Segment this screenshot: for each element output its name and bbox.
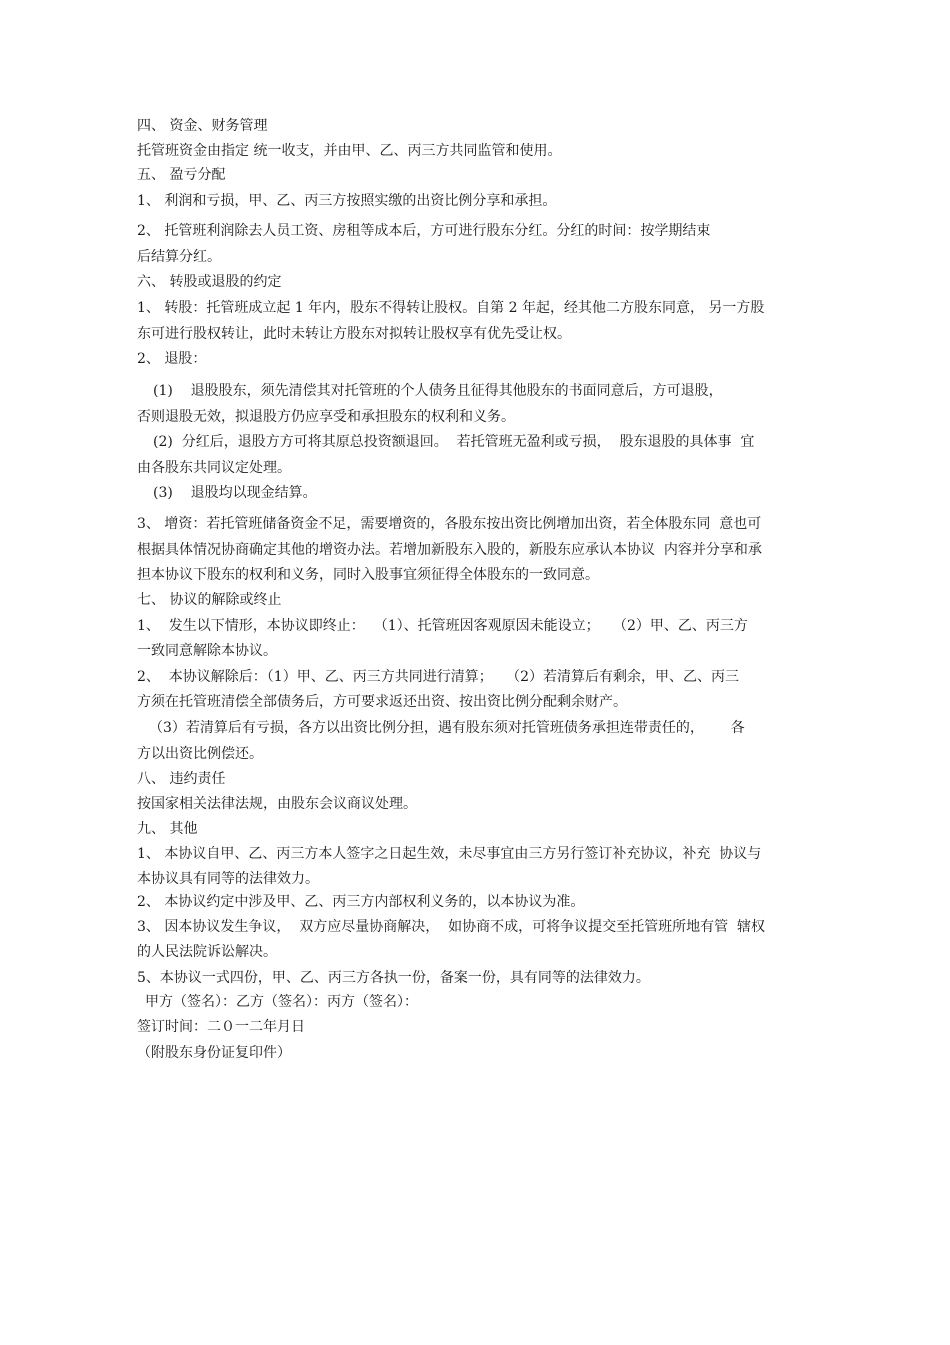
section-9-heading: 九、 其他 xyxy=(137,821,198,837)
paragraph-line: 根据具体情况协商确定其他的增资办法。若增加新股东入股的，新股东应承认本协议 内容并分享和承 xyxy=(137,542,762,558)
attachment-note: （附股东身份证复印件） xyxy=(137,1045,291,1061)
paragraph-line: 后结算分红。 xyxy=(137,249,221,265)
paragraph-line: 2、 本协议解除后：（1）甲、乙、丙三方共同进行清算； （2）若清算后有剩余，甲、乙、丙三 xyxy=(137,669,739,685)
paragraph-line: 2、 托管班利润除去人员工资、房租等成本后，方可进行股东分红。分红的时间：按学期结束 xyxy=(137,223,711,239)
paragraph-line: 方以出资比例偿还。 xyxy=(137,746,263,762)
paragraph-line: （3）若清算后有亏损，各方以出资比例分担，遇有股东须对托管班债务承担连带责任的， 各 xyxy=(149,720,745,736)
paragraph-line: 1、 发生以下情形，本协议即终止： （1）、托管班因客观原因未能设立； （2）甲、乙、丙三方 xyxy=(137,618,748,634)
section-4-heading: 四、 资金、财务管理 xyxy=(137,118,268,134)
signature-line: 甲方（签名）：乙方（签名）：丙方（签名）： xyxy=(145,994,418,1010)
paragraph-line: (1) 退股股东，须先清偿其对托管班的个人债务且征得其他股东的书面同意后，方可退股， xyxy=(153,383,723,399)
paragraph-line: 托管班资金由指定 统一收支，并由甲、乙、丙三方共同监管和使用。 xyxy=(137,143,562,159)
paragraph-line: 的人民法院诉讼解决。 xyxy=(137,944,277,960)
paragraph-line: (2) 分红后，退股方方可将其原总投资额退回。 若托管班无盈利或亏损， 股东退股的具体事 宜 xyxy=(153,434,755,450)
paragraph-line: 否则退股无效，拟退股方仍应享受和承担股东的权利和义务。 xyxy=(137,409,515,425)
paragraph-line: 1、 本协议自甲、乙、丙三方本人签字之日起生效，未尽事宜由三方另行签订补充协议，补充 协议与 xyxy=(137,846,762,862)
paragraph-line: 2、 退股： xyxy=(137,351,207,367)
paragraph-line: 3、 增资：若托管班储备资金不足，需要增资的，各股东按出资比例增加出资，若全体股东同 意也可 xyxy=(137,516,762,532)
section-7-heading: 七、 协议的解除或终止 xyxy=(137,592,282,608)
section-5-heading: 五、 盈亏分配 xyxy=(137,167,226,183)
section-6-heading: 六、 转股或退股的约定 xyxy=(137,274,282,290)
paragraph-line: 5、本协议一式四份，甲、乙、丙三方各执一份，备案一份，具有同等的法律效力。 xyxy=(137,970,650,986)
paragraph-line: 1、 利润和亏损，甲、乙、丙三方按照实缴的出资比例分享和承担。 xyxy=(137,193,557,209)
paragraph-line: 由各股东共同议定处理。 xyxy=(137,460,291,476)
paragraph-line: 方须在托管班清偿全部债务后，方可要求返还出资、按出资比例分配剩余财产。 xyxy=(137,694,627,710)
paragraph-line: 3、 因本协议发生争议， 双方应尽量协商解决， 如协商不成，可将争议提交至托管班所地有管 辖权 xyxy=(137,919,766,935)
paragraph-line: 2、 本协议约定中涉及甲、乙、丙三方内部权利义务的，以本协议为准。 xyxy=(137,894,585,910)
paragraph-line: 担本协议下股东的权利和义务，同时入股事宜须征得全体股东的一致同意。 xyxy=(137,567,599,583)
paragraph-line: 东可进行股权转让，此时未转让方股东对拟转让股权享有优先受让权。 xyxy=(137,326,571,342)
paragraph-line: (3) 退股均以现金结算。 xyxy=(153,485,317,501)
paragraph-line: 本协议具有同等的法律效力。 xyxy=(137,871,319,887)
paragraph-line: 一致同意解除本协议。 xyxy=(137,643,277,659)
signing-date: 签订时间：二０一二年月日 xyxy=(137,1019,305,1035)
section-8-heading: 八、 违约责任 xyxy=(137,771,226,787)
paragraph-line: 1、 转股：托管班成立起 1 年内，股东不得转让股权。自第 2 年起，经其他二方股东同意， 另一方股 xyxy=(137,300,765,316)
paragraph-line: 按国家相关法律法规，由股东会议商议处理。 xyxy=(137,796,417,812)
